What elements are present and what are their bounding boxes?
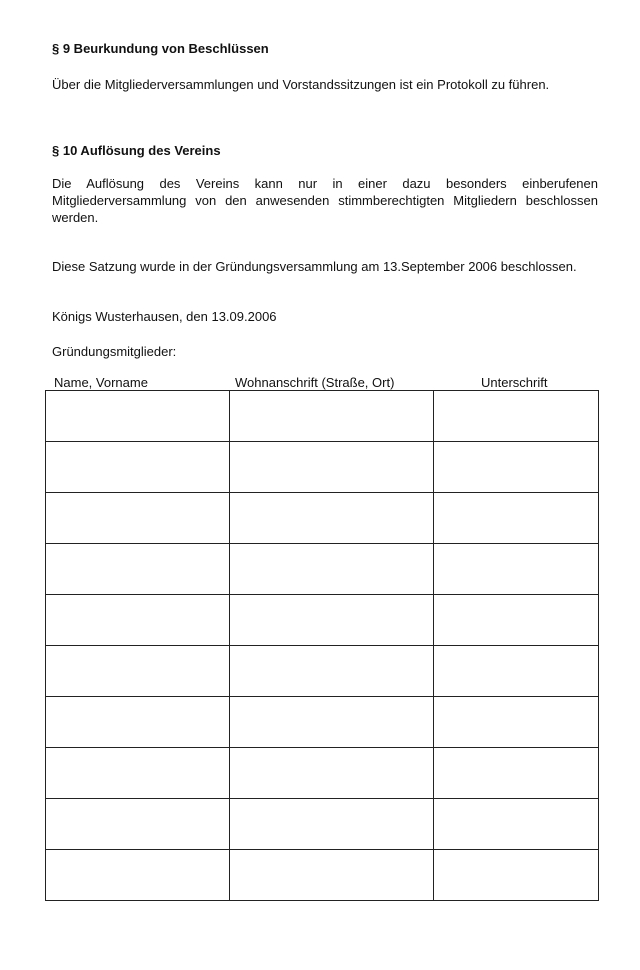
address-cell[interactable] <box>230 595 434 646</box>
place-date-line: Königs Wusterhausen, den 13.09.2006 <box>52 309 277 324</box>
section-9-body: Über die Mitgliederversammlungen und Vorstandssitzungen ist ein Protokoll zu führen. <box>52 77 550 92</box>
section-10-body: Die Auflösung des Vereins kann nur in einer dazu besonders einberufenen Mitgliederversammlung von den anwesenden stimmberechtigten Mitgliedern beschlossen werden. <box>52 176 598 225</box>
name-cell[interactable] <box>46 391 230 442</box>
column-header-signature: Unterschrift <box>481 375 548 390</box>
signature-cell[interactable] <box>434 748 599 799</box>
section-10-heading: § 10 Auflösung des Vereins <box>52 143 221 158</box>
name-cell[interactable] <box>46 697 230 748</box>
signature-cell[interactable] <box>434 799 599 850</box>
table-row <box>46 493 599 544</box>
table-row <box>46 799 599 850</box>
address-cell[interactable] <box>230 850 434 901</box>
address-cell[interactable] <box>230 697 434 748</box>
table-row <box>46 646 599 697</box>
signature-cell[interactable] <box>434 850 599 901</box>
address-cell[interactable] <box>230 748 434 799</box>
signature-cell[interactable] <box>434 391 599 442</box>
signature-cell[interactable] <box>434 544 599 595</box>
table-row <box>46 850 599 901</box>
table-row <box>46 595 599 646</box>
address-cell[interactable] <box>230 493 434 544</box>
name-cell[interactable] <box>46 748 230 799</box>
table-row <box>46 697 599 748</box>
column-header-address: Wohnanschrift (Straße, Ort) <box>235 375 395 390</box>
founders-label: Gründungsmitglieder: <box>52 344 177 359</box>
name-cell[interactable] <box>46 595 230 646</box>
founders-signature-table <box>45 390 599 901</box>
name-cell[interactable] <box>46 442 230 493</box>
signature-table-body <box>46 391 599 901</box>
adoption-note: Diese Satzung wurde in der Gründungsversammlung am 13.September 2006 beschlossen. <box>52 259 577 274</box>
column-header-name: Name, Vorname <box>54 375 148 390</box>
signature-cell[interactable] <box>434 493 599 544</box>
table-row <box>46 391 599 442</box>
table-row <box>46 442 599 493</box>
signature-cell[interactable] <box>434 442 599 493</box>
address-cell[interactable] <box>230 799 434 850</box>
signature-cell[interactable] <box>434 697 599 748</box>
signature-cell[interactable] <box>434 646 599 697</box>
name-cell[interactable] <box>46 493 230 544</box>
name-cell[interactable] <box>46 799 230 850</box>
name-cell[interactable] <box>46 646 230 697</box>
name-cell[interactable] <box>46 850 230 901</box>
address-cell[interactable] <box>230 646 434 697</box>
signature-cell[interactable] <box>434 595 599 646</box>
name-cell[interactable] <box>46 544 230 595</box>
table-row <box>46 748 599 799</box>
section-9-heading: § 9 Beurkundung von Beschlüssen <box>52 41 269 56</box>
address-cell[interactable] <box>230 544 434 595</box>
address-cell[interactable] <box>230 391 434 442</box>
address-cell[interactable] <box>230 442 434 493</box>
table-row <box>46 544 599 595</box>
